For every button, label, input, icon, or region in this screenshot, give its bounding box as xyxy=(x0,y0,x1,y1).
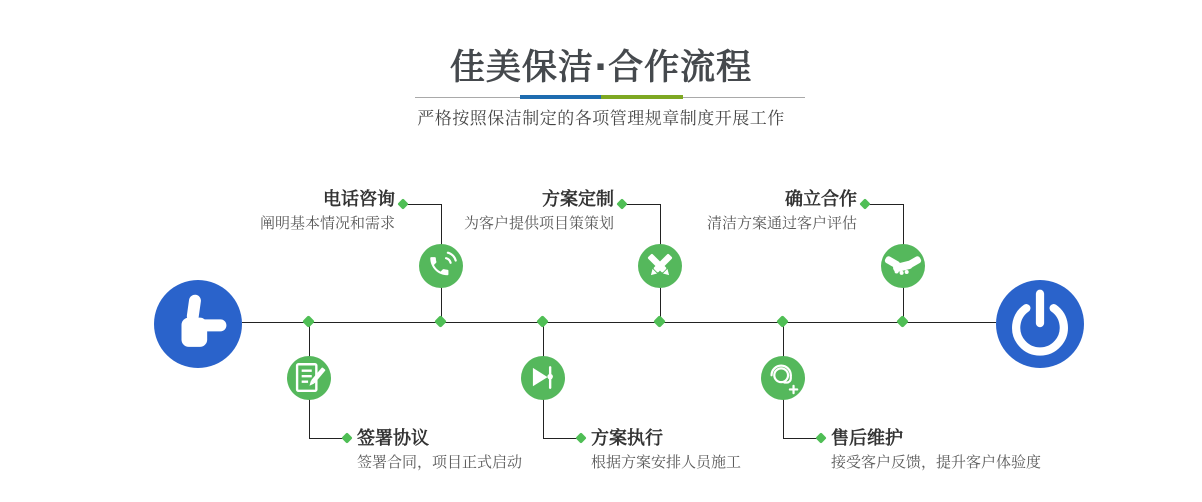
pencil-ruler-icon xyxy=(638,244,682,288)
step-node xyxy=(521,356,565,400)
contract-sign-icon xyxy=(287,356,331,400)
timeline-diamond xyxy=(653,315,666,328)
label-diamond xyxy=(859,198,870,209)
step-title: 签署协议 xyxy=(357,428,429,449)
timeline-diamond xyxy=(434,315,447,328)
page-title: 佳美保洁·合作流程 xyxy=(449,48,753,88)
title-divider-green-segment xyxy=(601,95,683,99)
step-title: 方案执行 xyxy=(591,428,663,449)
step-label xyxy=(591,428,741,472)
step-node xyxy=(287,356,331,400)
timeline-diamond xyxy=(302,315,315,328)
start-terminal xyxy=(154,280,242,368)
step-description: 阐明基本情况和需求 xyxy=(259,214,395,232)
page-subtitle: 严格按照保洁制定的各项管理规章制度开展工作 xyxy=(417,109,785,129)
step-label xyxy=(357,428,522,472)
label-diamond xyxy=(815,432,826,443)
connector-horizontal xyxy=(865,204,903,205)
step-description: 接受客户反馈，提升客户体验度 xyxy=(831,453,1042,471)
step-description: 为客户提供项目策策划 xyxy=(463,214,614,232)
step-node xyxy=(638,244,682,288)
handshake-icon xyxy=(881,244,925,288)
power-icon xyxy=(996,280,1084,368)
timeline-diamond xyxy=(536,315,549,328)
timeline-line xyxy=(242,322,996,323)
step-title: 确立合作 xyxy=(785,189,857,210)
step-title: 售后维护 xyxy=(831,428,903,449)
step-node xyxy=(761,356,805,400)
label-diamond xyxy=(397,198,408,209)
end-terminal xyxy=(996,280,1084,368)
step-label xyxy=(464,189,614,233)
customer-service-icon xyxy=(761,356,805,400)
play-execute-icon xyxy=(521,356,565,400)
phone-icon xyxy=(419,244,463,288)
label-diamond xyxy=(341,432,352,443)
step-node xyxy=(419,244,463,288)
step-title: 电话咨询 xyxy=(323,189,395,210)
title-divider-blue-segment xyxy=(520,95,601,99)
label-diamond xyxy=(616,198,627,209)
step-description: 根据方案安排人员施工 xyxy=(591,453,742,471)
step-node xyxy=(881,244,925,288)
timeline-diamond xyxy=(776,315,789,328)
connector-horizontal xyxy=(622,204,660,205)
step-label xyxy=(260,189,395,233)
step-title: 方案定制 xyxy=(542,189,614,210)
step-description: 清洁方案通过客户评估 xyxy=(706,214,857,232)
connector-horizontal xyxy=(403,204,441,205)
timeline-diamond xyxy=(896,315,909,328)
step-description: 签署合同，项目正式启动 xyxy=(357,453,523,471)
step-label xyxy=(831,428,1041,472)
label-diamond xyxy=(575,432,586,443)
step-label xyxy=(707,189,857,233)
hand-pointing-right-icon xyxy=(154,280,242,368)
